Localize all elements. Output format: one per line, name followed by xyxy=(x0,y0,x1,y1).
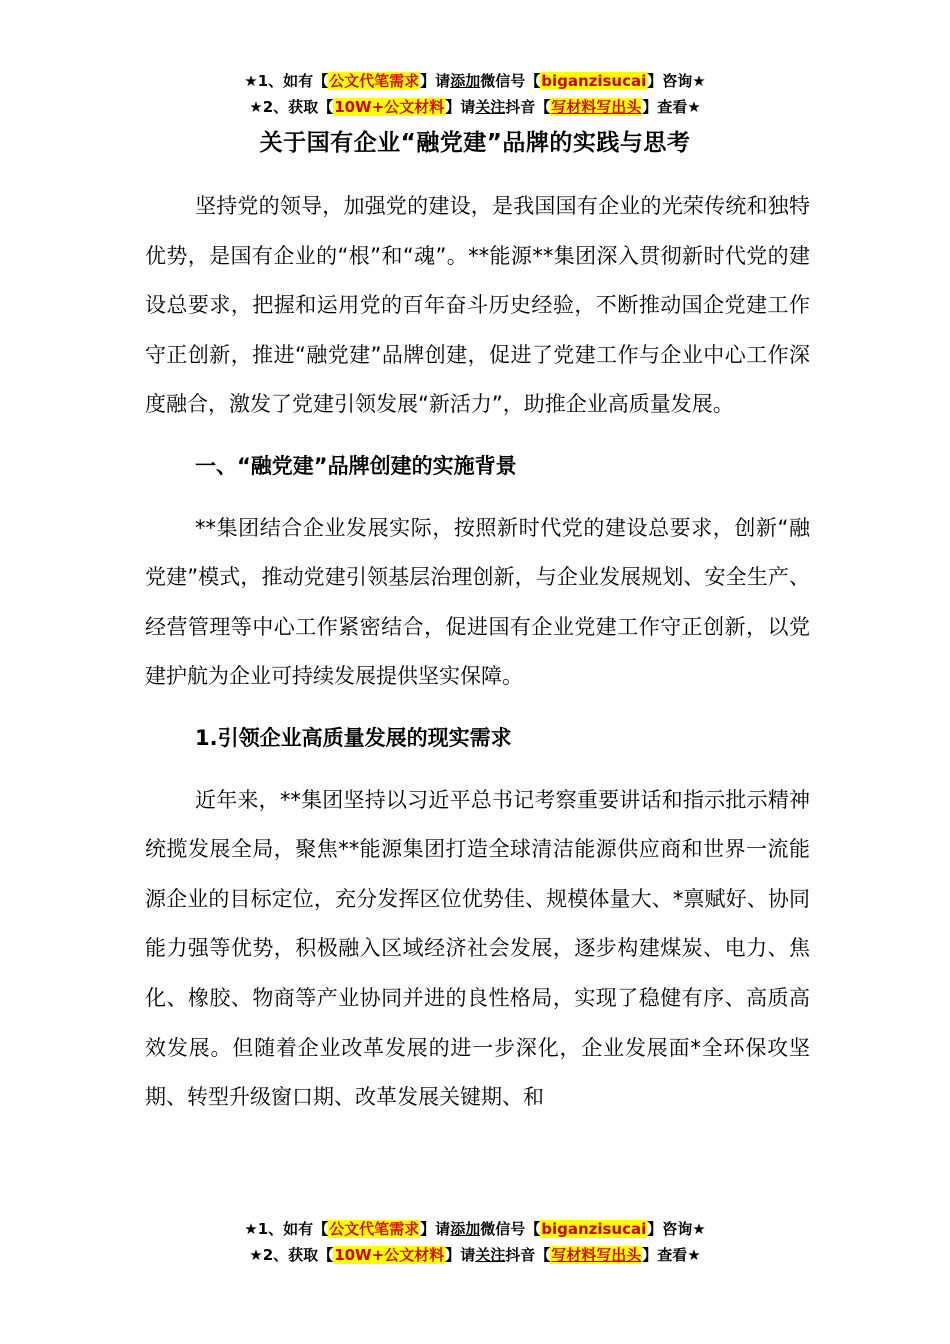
promo-text: 抖音【 xyxy=(505,98,551,116)
section-heading: 一、“融党建”品牌创建的实施背景 xyxy=(195,453,517,478)
promo-text: 】咨询★ xyxy=(647,1220,706,1238)
body-paragraph: 坚持党的领导，加强党的建设，是我国国有企业的光荣传统和独特优势，是国有企业的“根”和“魂”。**能源**集团深入贯彻新时代党的建设总要求，把握和运用党的百年奋斗历史经验，不断推动国企党建工作守正创新，推进“融党建”品牌创建，促进了党建工作与企业中心工作深度融合，激发了党建引领发展“新活力”，助推企业高质量发展。 xyxy=(145,194,810,417)
promo-highlight: biganzisucai xyxy=(541,72,647,90)
promo-banner-bottom xyxy=(0,1216,950,1268)
promo-line-2 xyxy=(0,1242,950,1268)
promo-text: ★1、如有【 xyxy=(244,1220,329,1238)
promo-line-2 xyxy=(0,94,950,120)
promo-highlight: 写材料写出头 xyxy=(551,1246,642,1264)
promo-emphasis: 添加 xyxy=(450,1220,481,1238)
promo-highlight: 10W+公文材料 xyxy=(334,1246,445,1264)
promo-emphasis: 添加 xyxy=(450,72,481,90)
promo-text: 】查看★ xyxy=(642,1246,701,1264)
promo-emphasis: 关注 xyxy=(475,98,506,116)
promo-highlight: 公文代笔需求 xyxy=(329,72,420,90)
promo-emphasis: 关注 xyxy=(475,1246,506,1264)
promo-highlight: 写材料写出头 xyxy=(551,98,642,116)
document-title: 关于国有企业“融党建”品牌的实践与思考 xyxy=(259,130,691,156)
promo-text: ★2、获取【 xyxy=(249,98,334,116)
body-paragraph: **集团结合企业发展实际，按照新时代党的建设总要求，创新“融党建”模式，推动党建引领基层治理创新，与企业发展规划、安全生产、经营管理等中心工作紧密结合，促进国有企业党建工作守正创新，以党建护航为企业可持续发展提供坚实保障。 xyxy=(145,515,810,689)
promo-text: 】查看★ xyxy=(642,98,701,116)
promo-text: 】请 xyxy=(445,1246,476,1264)
body-paragraph: 近年来，**集团坚持以习近平总书记考察重要讲话和指示批示精神统揽发展全局，聚焦**能源集团打造全球清洁能源供应商和世界一流能源企业的目标定位，充分发挥区位优势佳、规模体量大、*禀赋好、协同能力强等优势，积极融入区域经济社会发展，逐步构建煤炭、电力、焦化、橡胶、物商等产业协同并进的良性格局，实现了稳健有序、高质高效发展。但随着企业改革发展的进一步深化，企业发展面*全环保攻坚期、转型升级窗口期、改革发展关键期、和 xyxy=(145,787,810,1110)
promo-highlight: 公文代笔需求 xyxy=(329,1220,420,1238)
promo-line-1 xyxy=(0,1216,950,1242)
promo-text: ★2、获取【 xyxy=(249,1246,334,1264)
promo-highlight: biganzisucai xyxy=(541,1220,647,1238)
promo-text: 】咨询★ xyxy=(647,72,706,90)
promo-text: 微信号【 xyxy=(480,1220,541,1238)
promo-text: 抖音【 xyxy=(505,1246,551,1264)
promo-text: 】请 xyxy=(445,98,476,116)
promo-text: 微信号【 xyxy=(480,72,541,90)
subsection-heading: 1.引领企业高质量发展的现实需求 xyxy=(195,725,512,750)
promo-highlight: 10W+公文材料 xyxy=(334,98,445,116)
document-body xyxy=(145,182,810,1123)
promo-text: ★1、如有【 xyxy=(244,72,329,90)
promo-line-1 xyxy=(0,68,950,94)
promo-text: 】请 xyxy=(420,1220,451,1238)
promo-text: 】请 xyxy=(420,72,451,90)
promo-banner-top xyxy=(0,68,950,120)
